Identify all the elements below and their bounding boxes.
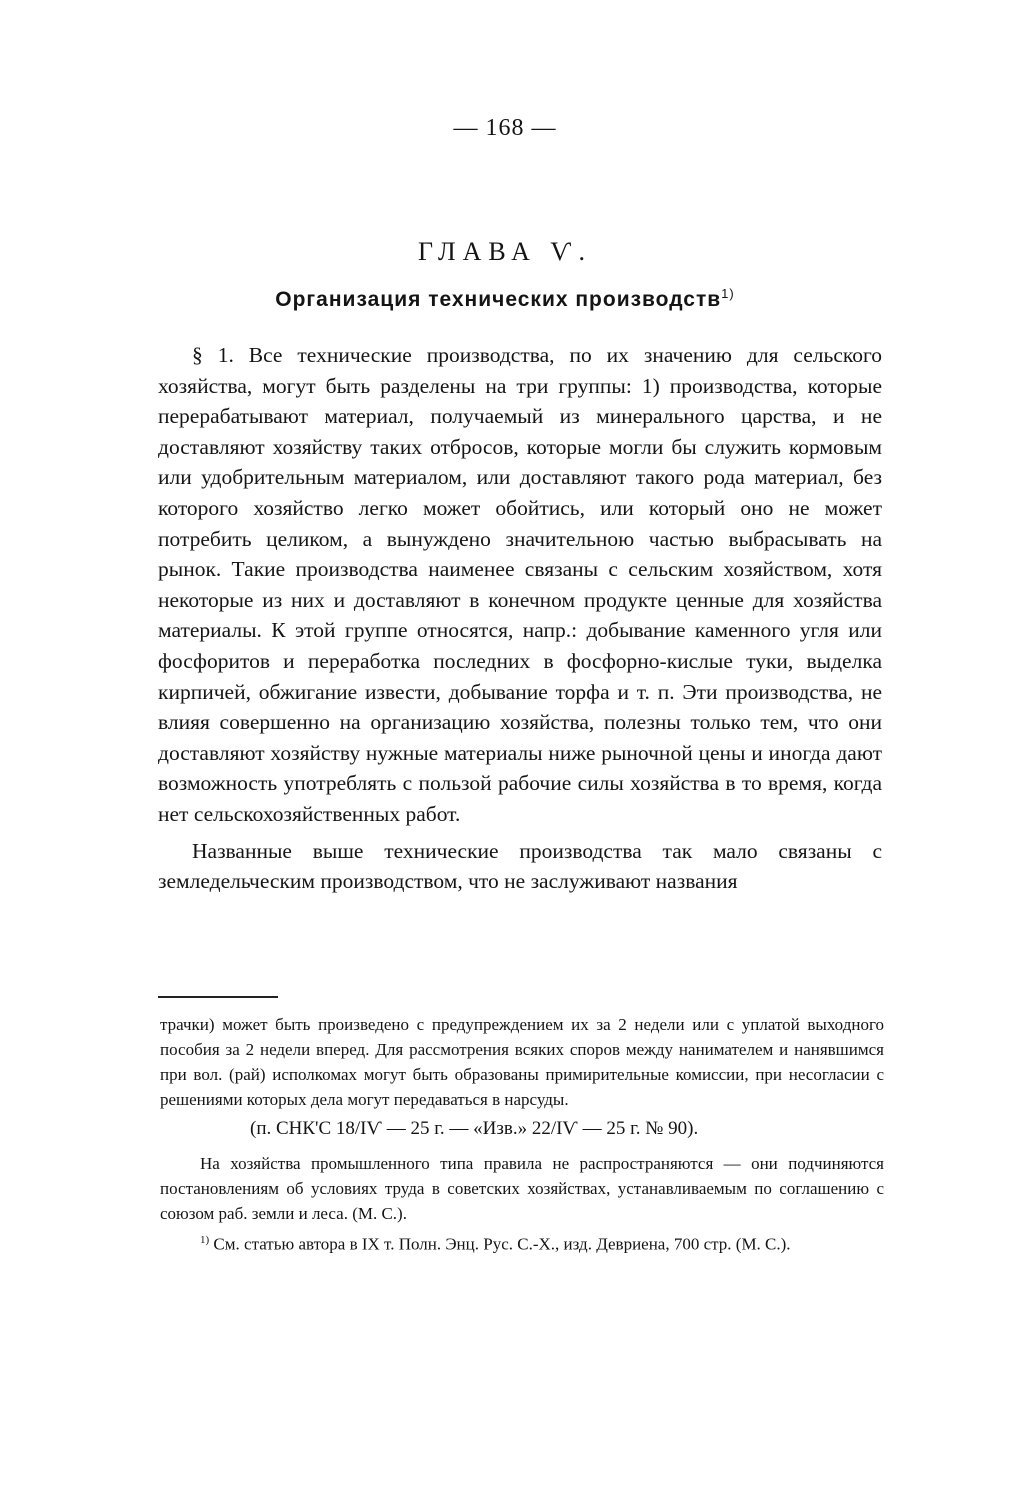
footnote-1 <box>160 1228 884 1257</box>
section-heading <box>0 286 1010 312</box>
footnote-1-text: См. статью автора в IX т. Полн. Энц. Рус. С.-Х., изд. Девриена, 700 стр. (М. С.). <box>209 1234 791 1254</box>
section-heading-text: Организация технических производств <box>275 288 722 311</box>
main-text <box>158 340 882 897</box>
footnote-continuation: трачки) может быть произведено с предупреждением их за 2 недели или с уплатой выходного пособия за 2 недели вперед. Для рассмотрения всяких споров между нанимателем и нанявшимся при вол. (рай) исполкомах могут быть образованы примирительные комиссии, при несогласии с решениями которых дела могут передаваться в нарсуды. <box>160 1015 884 1109</box>
page-number: — 168 — <box>453 115 557 141</box>
footnote-1-marker: 1) <box>200 1234 210 1246</box>
footnote-divider <box>158 996 278 998</box>
footnote-remark: На хозяйства промышленного типа правила не распространяются — они подчиняются постановлениям об условиях труда в советских хозяйствах, устанавливаемым по соглашению с союзом раб. земли и леса. (М. С.). <box>160 1154 884 1223</box>
chapter-title: ГЛАВА Ѵ. <box>417 237 593 266</box>
paragraph: § 1. Все технические производства, по их значению для сельского хозяйства, могут быть разделены на три группы: 1) производства, которые перерабатывают материал, получаемый из минерального царства, и не доставляют хозяйству таких отбросов, которые могли бы служить кормовым или удобрительным материалом, или доставляют такого рода материал, без которого хозяйство легко может обойтись, или который оно не может потребить целиком, а вынуждено значительною частью выбрасывать на рынок. Такие производства наименее связаны с сельским хозяйством, хотя некоторые из них и доставляют в конечном продукте ценные для хозяйства материалы. К этой группе относятся, напр.: добывание каменного угля или фосфоритов и переработка последних в фосфорно-кислые туки, выделка кирпичей, обжигание извести, добывание торфа и т. п. Эти производства, не влияя совершенно на организацию хозяйства, полезны только тем, что они доставляют хозяйству нужные материалы ниже рыночной цены и иногда дают возможность употреблять с пользой рабочие силы хозяйства в то время, когда нет сельскохозяйственных работ. <box>158 343 882 826</box>
footnotes <box>160 1012 884 1257</box>
footnote-marker: 1) <box>721 286 735 301</box>
paragraph: Названные выше технические производства так мало связаны с земледельческим производством, что не заслуживают названия <box>158 838 882 894</box>
footnote-citation: (п. СНК'С 18/IѴ — 25 г. — «Изв.» 22/IѴ — 25 г. № 90). <box>250 1118 699 1139</box>
